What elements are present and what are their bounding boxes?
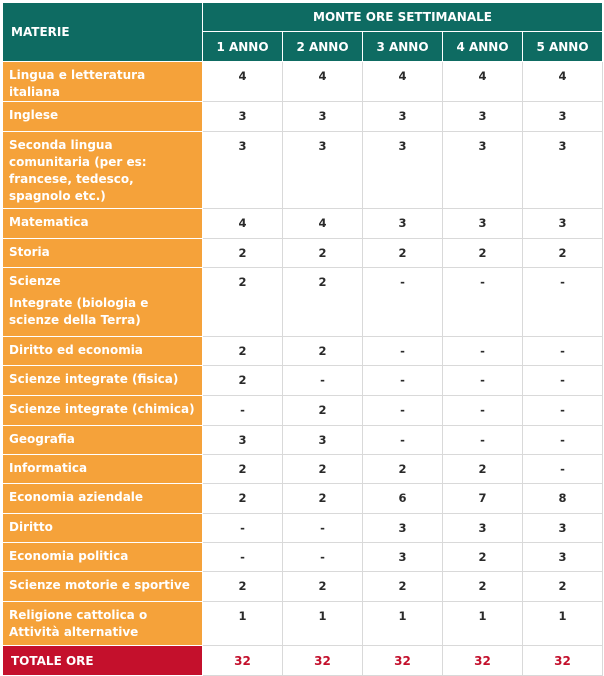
- hours-cell: 2: [203, 455, 283, 484]
- hours-cell: 1: [203, 602, 283, 646]
- hours-cell: 3: [283, 132, 363, 209]
- hours-cell: 3: [363, 514, 443, 543]
- hours-cell: 3: [443, 132, 523, 209]
- hours-cell: 3: [363, 209, 443, 239]
- hours-cell: -: [283, 366, 363, 396]
- hours-cell: -: [363, 366, 443, 396]
- hours-cell: 2: [523, 239, 603, 268]
- hours-cell: 3: [523, 543, 603, 572]
- hours-cell: 4: [203, 62, 283, 102]
- subjects-header: MATERIE: [3, 3, 203, 62]
- total-cell: 32: [203, 646, 283, 676]
- hours-cell: -: [283, 514, 363, 543]
- table-row: [3, 572, 603, 602]
- hours-cell: -: [283, 543, 363, 572]
- hours-cell: 3: [443, 209, 523, 239]
- hours-cell: 2: [203, 268, 283, 337]
- hours-cell: 1: [283, 602, 363, 646]
- hours-cell: 3: [523, 102, 603, 132]
- hours-cell: 3: [363, 102, 443, 132]
- subject-cell: [3, 268, 203, 337]
- hours-cell: 2: [283, 484, 363, 514]
- hours-cell: 8: [523, 484, 603, 514]
- table-row: [3, 426, 603, 455]
- hours-cell: 2: [283, 337, 363, 366]
- hours-cell: 6: [363, 484, 443, 514]
- subject-cell: Scienze integrate (fisica): [3, 366, 203, 396]
- subject-line-2: Integrate (biologia e scienze della Terra): [9, 296, 149, 327]
- hours-cell: 2: [203, 572, 283, 602]
- subject-cell: Economia aziendale: [3, 484, 203, 514]
- hours-cell: 3: [203, 426, 283, 455]
- hours-cell: -: [523, 337, 603, 366]
- hours-cell: 2: [443, 455, 523, 484]
- subject-cell: Inglese: [3, 102, 203, 132]
- year-header-3: 3 ANNO: [363, 32, 443, 62]
- hours-cell: -: [523, 268, 603, 337]
- hours-cell: -: [523, 455, 603, 484]
- hours-cell: 4: [443, 62, 523, 102]
- subject-cell: Diritto ed economia: [3, 337, 203, 366]
- subject-cell: Diritto: [3, 514, 203, 543]
- hours-cell: 2: [363, 455, 443, 484]
- year-header-2: 2 ANNO: [283, 32, 363, 62]
- table-row: [3, 62, 603, 102]
- total-label: TOTALE ORE: [3, 646, 203, 676]
- hours-cell: 3: [523, 514, 603, 543]
- subject-cell: Religione cattolica o Attività alternative: [3, 602, 203, 646]
- hours-cell: 2: [443, 543, 523, 572]
- year-header-5: 5 ANNO: [523, 32, 603, 62]
- subject-cell: Lingua e letteratura italiana: [3, 62, 203, 102]
- hours-cell: 2: [283, 455, 363, 484]
- hours-cell: -: [363, 426, 443, 455]
- subject-cell: Economia politica: [3, 543, 203, 572]
- hours-cell: -: [443, 268, 523, 337]
- hours-cell: 3: [523, 132, 603, 209]
- hours-cell: -: [203, 514, 283, 543]
- hours-cell: 2: [283, 396, 363, 426]
- hours-cell: 2: [443, 572, 523, 602]
- hours-cell: -: [443, 396, 523, 426]
- table-row: [3, 455, 603, 484]
- hours-cell: -: [363, 396, 443, 426]
- hours-cell: 1: [363, 602, 443, 646]
- table-row: [3, 239, 603, 268]
- hours-cell: 2: [203, 484, 283, 514]
- table-row: [3, 484, 603, 514]
- hours-cell: 4: [283, 62, 363, 102]
- subject-cell: Informatica: [3, 455, 203, 484]
- hours-cell: -: [363, 268, 443, 337]
- year-header-1: 1 ANNO: [203, 32, 283, 62]
- hours-cell: 1: [523, 602, 603, 646]
- hours-cell: 3: [283, 426, 363, 455]
- table-row: [3, 209, 603, 239]
- subject-cell: Seconda lingua comunitaria (per es: francese, tedesco, spagnolo etc.): [3, 132, 203, 209]
- hours-cell: -: [363, 337, 443, 366]
- table-row: [3, 396, 603, 426]
- table-row: [3, 337, 603, 366]
- hours-cell: -: [443, 366, 523, 396]
- hours-cell: -: [203, 543, 283, 572]
- subject-cell: Geografia: [3, 426, 203, 455]
- table-row: [3, 132, 603, 209]
- hours-cell: 2: [203, 239, 283, 268]
- hours-cell: 7: [443, 484, 523, 514]
- table-row: [3, 543, 603, 572]
- subject-line-1: Scienze: [9, 274, 61, 288]
- hours-cell: 2: [363, 572, 443, 602]
- hours-cell: 4: [363, 62, 443, 102]
- hours-cell: 2: [203, 366, 283, 396]
- hours-cell: 3: [203, 102, 283, 132]
- hours-cell: -: [523, 426, 603, 455]
- weekly-hours-header: MONTE ORE SETTIMANALE: [203, 3, 603, 32]
- subject-cell: Storia: [3, 239, 203, 268]
- hours-cell: 4: [203, 209, 283, 239]
- hours-cell: 3: [443, 514, 523, 543]
- hours-cell: 3: [443, 102, 523, 132]
- table-row: [3, 268, 603, 337]
- hours-cell: -: [203, 396, 283, 426]
- hours-cell: -: [443, 337, 523, 366]
- subject-cell: Matematica: [3, 209, 203, 239]
- hours-cell: 2: [203, 337, 283, 366]
- year-header-4: 4 ANNO: [443, 32, 523, 62]
- hours-cell: 2: [523, 572, 603, 602]
- hours-cell: -: [523, 396, 603, 426]
- total-cell: 32: [443, 646, 523, 676]
- hours-cell: 3: [363, 132, 443, 209]
- hours-cell: 2: [283, 239, 363, 268]
- table-row: [3, 514, 603, 543]
- hours-cell: 2: [283, 572, 363, 602]
- hours-cell: 3: [283, 102, 363, 132]
- hours-cell: 2: [283, 268, 363, 337]
- hours-cell: -: [443, 426, 523, 455]
- table-row: [3, 102, 603, 132]
- hours-cell: 3: [363, 543, 443, 572]
- total-cell: 32: [283, 646, 363, 676]
- total-cell: 32: [523, 646, 603, 676]
- hours-cell: 2: [443, 239, 523, 268]
- hours-cell: 4: [283, 209, 363, 239]
- hours-cell: 3: [523, 209, 603, 239]
- table-row: [3, 366, 603, 396]
- total-row: [3, 646, 603, 676]
- hours-cell: 1: [443, 602, 523, 646]
- table-row: [3, 602, 603, 646]
- hours-table: [2, 2, 603, 676]
- hours-cell: -: [523, 366, 603, 396]
- hours-cell: 2: [363, 239, 443, 268]
- subject-cell: Scienze integrate (chimica): [3, 396, 203, 426]
- hours-cell: 4: [523, 62, 603, 102]
- hours-cell: 3: [203, 132, 283, 209]
- total-cell: 32: [363, 646, 443, 676]
- subject-cell: Scienze motorie e sportive: [3, 572, 203, 602]
